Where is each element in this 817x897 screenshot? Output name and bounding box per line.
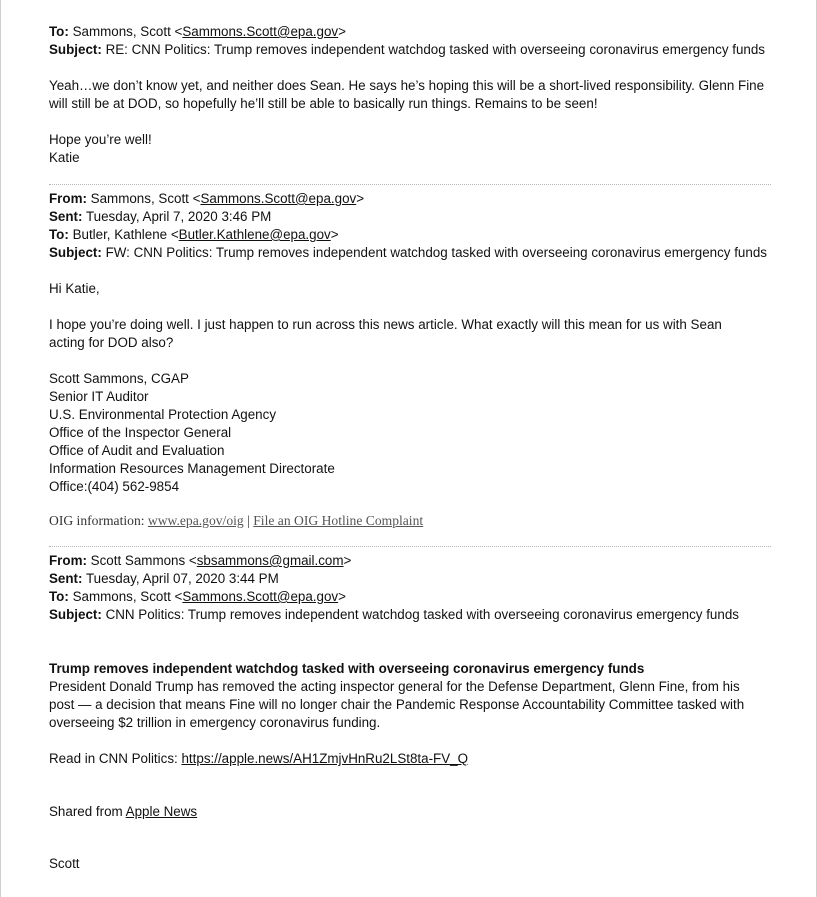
sig-line: Office of Audit and Evaluation	[49, 443, 225, 458]
sig-line: Office of the Inspector General	[49, 425, 232, 440]
reply-body: Yeah…we don’t know yet, and neither does Sean. He says he’s hoping this will be a short-lived responsibility. Glenn Fine will still be at DOD, so hopefully he’ll still be able to basically run things. Remains to be seen!	[49, 78, 765, 111]
reply-signature: Katie	[49, 150, 80, 165]
original-to-line: To: Sammons, Scott <Sammons.Scott@epa.gov>	[49, 589, 346, 604]
oig-information-line: OIG information: www.epa.gov/oig | File an OIG Hotline Complaint	[49, 513, 424, 528]
shared-from-line: Shared from Apple News	[49, 804, 198, 819]
original-to-email-link[interactable]: Sammons.Scott@epa.gov	[182, 589, 339, 604]
oig-hotline-link[interactable]: File an OIG Hotline Complaint	[253, 513, 424, 528]
forward-subject-line: Subject: FW: CNN Politics: Trump removes independent watchdog tasked with overseeing coronavirus emergency funds	[49, 245, 767, 260]
original-from-email-link[interactable]: sbsammons@gmail.com	[196, 553, 344, 568]
reply-to-line: To: Sammons, Scott <Sammons.Scott@epa.gov>	[49, 24, 346, 39]
reply-subject-line: Subject: RE: CNN Politics: Trump removes independent watchdog tasked with overseeing coronavirus emergency funds	[49, 42, 765, 57]
sig-line: Senior IT Auditor	[49, 389, 149, 404]
forward-to-line: To: Butler, Kathlene <Butler.Kathlene@epa.gov>	[49, 227, 339, 242]
sig-line: Office:(404) 562-9854	[49, 479, 180, 494]
forward-greeting: Hi Katie,	[49, 281, 100, 296]
article-summary: President Donald Trump has removed the acting inspector general for the Defense Department, Glenn Fine, from his post — a decision that means Fine will no longer chair the Pandemic Response Accountability Committee tasked with overseeing $2 trillion in emergency coronavirus funding.	[49, 679, 745, 730]
reply-closing: Hope you’re well!	[49, 132, 152, 147]
reply-to-email-link[interactable]: Sammons.Scott@epa.gov	[182, 24, 339, 39]
forward-from-line: From: Sammons, Scott <Sammons.Scott@epa.gov>	[49, 191, 365, 206]
sig-line: Information Resources Management Directorate	[49, 461, 335, 476]
oig-website-link[interactable]: www.epa.gov/oig	[147, 513, 244, 528]
forward-to-email-link[interactable]: Butler.Kathlene@epa.gov	[178, 227, 331, 242]
separator	[49, 184, 771, 185]
forward-sent-line: Sent: Tuesday, April 7, 2020 3:46 PM	[49, 209, 272, 224]
sig-line: Scott Sammons, CGAP	[49, 371, 189, 386]
original-sent-line: Sent: Tuesday, April 07, 2020 3:44 PM	[49, 571, 279, 586]
read-in-line: Read in CNN Politics: https://apple.news/AH1ZmjvHnRu2LSt8ta-FV_Q	[49, 751, 469, 766]
original-sign-off: Scott	[49, 856, 80, 871]
forward-body: I hope you’re doing well. I just happen to run across this news article. What exactly will this mean for us with Sean acting for DOD also?	[49, 317, 722, 350]
forward-signature-block	[49, 370, 779, 496]
separator	[49, 546, 771, 547]
original-from-line: From: Scott Sammons <sbsammons@gmail.com>	[49, 553, 352, 568]
forward-from-email-link[interactable]: Sammons.Scott@epa.gov	[200, 191, 357, 206]
apple-news-link[interactable]: Apple News	[125, 804, 198, 819]
article-headline: Trump removes independent watchdog tasked with overseeing coronavirus emergency funds	[49, 661, 645, 676]
sig-line: U.S. Environmental Protection Agency	[49, 407, 277, 422]
article-link[interactable]: https://apple.news/AH1ZmjvHnRu2LSt8ta-FV_Q	[181, 751, 469, 766]
original-subject-line: Subject: CNN Politics: Trump removes independent watchdog tasked with overseeing coronavirus emergency funds	[49, 607, 739, 622]
